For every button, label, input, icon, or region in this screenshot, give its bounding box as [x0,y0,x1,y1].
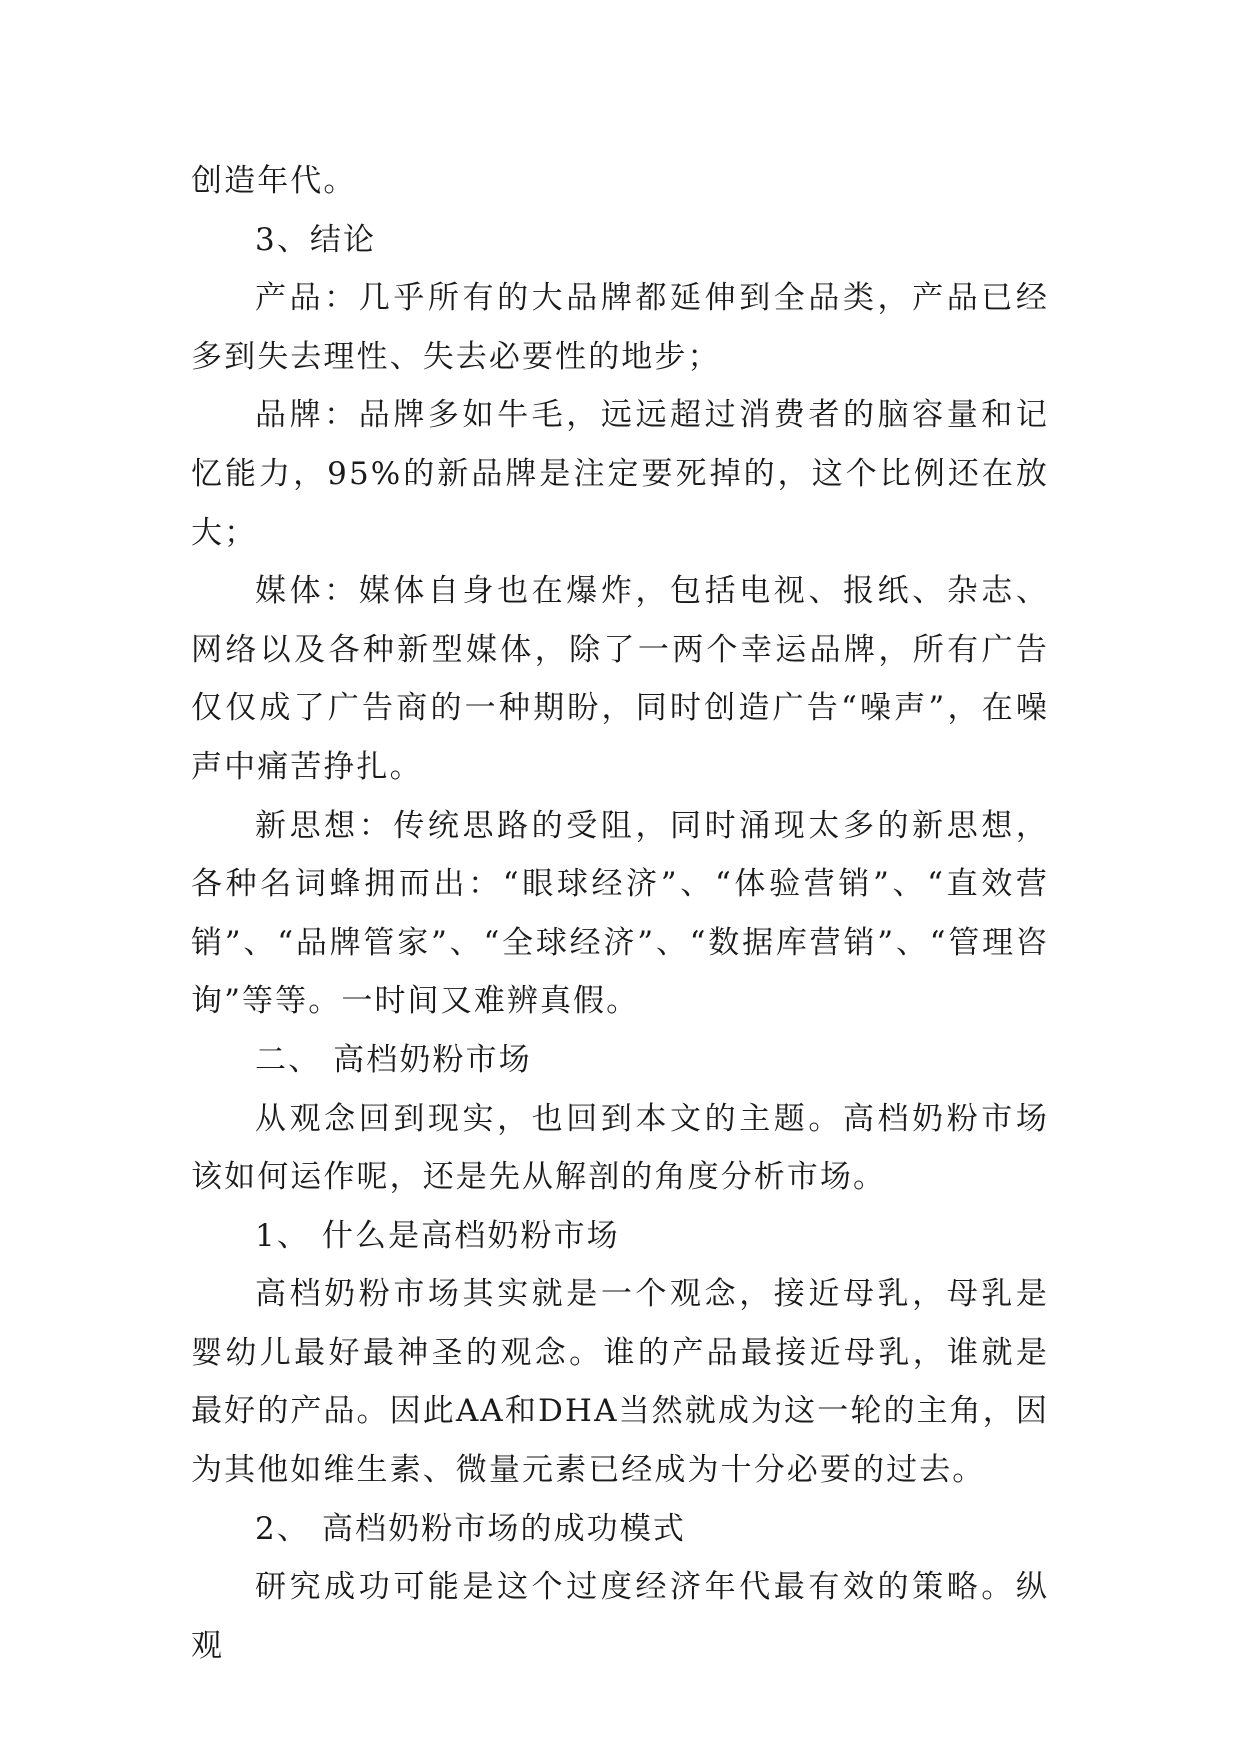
section-heading-premium-milk-powder: 二、 高档奶粉市场 [255,1041,532,1078]
document-body [191,152,1049,1675]
paragraph: 创造年代。 [191,163,357,199]
subsection-heading-what-is: 1、 什么是高档奶粉市场 [255,1217,620,1254]
paragraph-product: 产品：几乎所有的大品牌都延伸到全品类，产品已经多到失去理性、失去必要性的地步； [191,280,1049,375]
paragraph: 高档奶粉市场其实就是一个观念，接近母乳，母乳是婴幼儿最好最神圣的观念。谁的产品最接近母乳，谁就是最好的产品。因此AA和DHA当然就成为这一轮的主角，因为其他如维生素、微量元素已经成为十分必要的过去。 [191,1276,1049,1489]
paragraph: 研究成功可能是这个过度经济年代最有效的策略。纵观 [191,1569,1049,1664]
paragraph: 从观念回到现实，也回到本文的主题。高档奶粉市场该如何运作呢，还是先从解剖的角度分析市场。 [191,1100,1049,1196]
subsection-heading-success-model: 2、 高档奶粉市场的成功模式 [255,1510,686,1547]
paragraph-new-ideas: 新思想：传统思路的受阻，同时涌现太多的新思想，各种名词蜂拥而出：“眼球经济”、“体验营销”、“直效营销”、“品牌管家”、“全球经济”、“数据库营销”、“管理咨询”等等。一时间又难辨真假。 [191,807,1049,1020]
section-heading-conclusion: 3、结论 [255,221,377,258]
paragraph-media: 媒体：媒体自身也在爆炸，包括电视、报纸、杂志、网络以及各种新型媒体，除了一两个幸运品牌，所有广告仅仅成了广告商的一种期盼，同时创造广告“噪声”，在噪声中痛苦挣扎。 [191,573,1049,785]
paragraph-brand: 品牌：品牌多如牛毛，远远超过消费者的脑容量和记忆能力，95%的新品牌是注定要死掉的，这个比例还在放大； [191,397,1049,551]
